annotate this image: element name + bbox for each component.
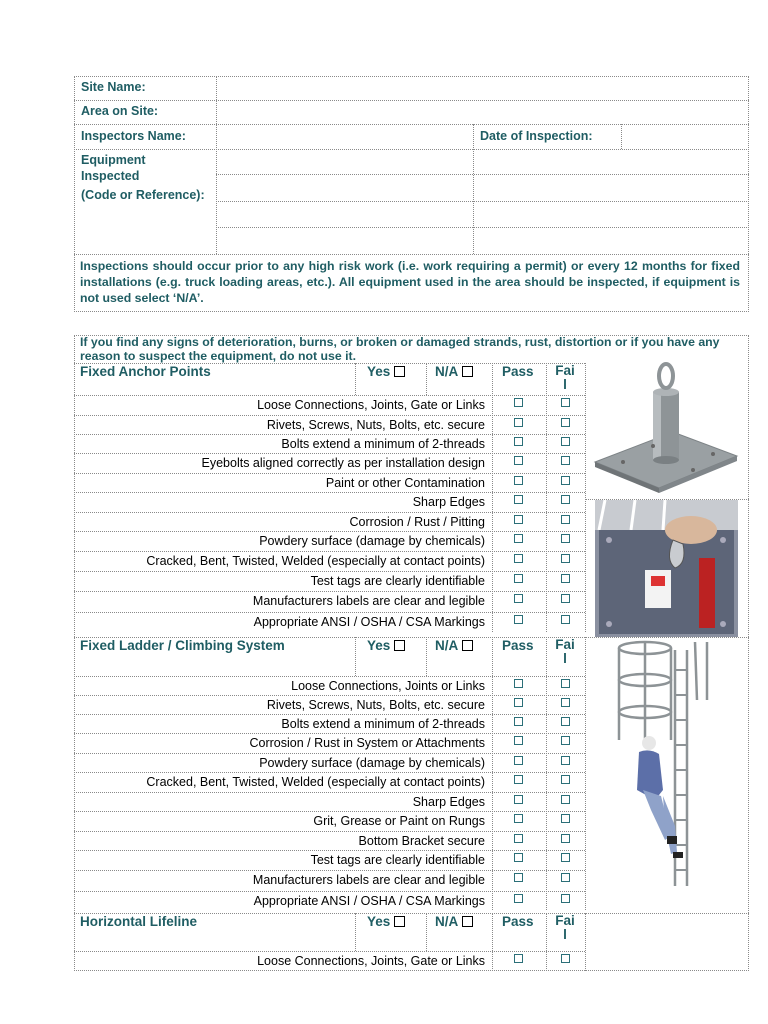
equipment-label-line3: (Code or Reference): — [81, 188, 205, 202]
section-title: Horizontal Lifeline — [80, 914, 198, 929]
fail-checkbox[interactable] — [561, 515, 570, 524]
date-of-inspection-field[interactable] — [622, 125, 748, 148]
area-on-site-field[interactable] — [217, 101, 748, 123]
fixed-ladder-image — [615, 640, 710, 890]
fail-checkbox[interactable] — [561, 795, 570, 804]
fail-checkbox[interactable] — [561, 698, 570, 707]
pass-header: Pass — [502, 638, 534, 653]
equipment-field[interactable] — [217, 175, 472, 200]
equipment-field[interactable] — [474, 228, 748, 253]
checklist-item: Test tags are clearly identifiable — [310, 853, 485, 867]
fail-checkbox[interactable] — [561, 834, 570, 843]
area-on-site-label: Area on Site: — [81, 104, 159, 118]
anchor-post-image — [593, 362, 739, 498]
na-label: N/A — [435, 638, 459, 653]
pass-checkbox[interactable] — [514, 476, 523, 485]
fail-header-part1: Fai — [555, 637, 575, 652]
pass-checkbox[interactable] — [514, 495, 523, 504]
checklist-item: Bolts extend a minimum of 2-threads — [281, 437, 485, 451]
pass-checkbox[interactable] — [514, 594, 523, 603]
pass-checkbox[interactable] — [514, 873, 523, 882]
fail-header-part2: l — [563, 927, 567, 942]
yes-label: Yes — [367, 638, 391, 653]
equipment-field[interactable] — [474, 150, 748, 173]
yes-checkbox[interactable] — [394, 916, 405, 927]
pass-checkbox[interactable] — [514, 853, 523, 862]
pass-checkbox[interactable] — [514, 437, 523, 446]
section-title: Fixed Ladder / Climbing System — [80, 638, 285, 653]
equipment-field[interactable] — [474, 202, 748, 226]
checklist-item: Eyebolts aligned correctly as per installation design — [201, 456, 485, 470]
checklist-item: Appropriate ANSI / OSHA / CSA Markings — [253, 615, 485, 629]
fail-checkbox[interactable] — [561, 398, 570, 407]
checklist-item: Manufacturers labels are clear and legible — [252, 873, 485, 887]
checklist-item: Loose Connections, Joints or Links — [291, 679, 485, 693]
na-option[interactable] — [435, 638, 473, 653]
checklist-item: Powdery surface (damage by chemicals) — [259, 534, 485, 548]
equipment-label-line1: Equipment — [81, 153, 146, 167]
checklist-item: Cracked, Bent, Twisted, Welded (especially at contact points) — [146, 554, 485, 568]
pass-checkbox[interactable] — [514, 894, 523, 903]
checklist-item: Grit, Grease or Paint on Rungs — [313, 814, 485, 828]
pass-checkbox[interactable] — [514, 834, 523, 843]
fail-header-part2: l — [563, 651, 567, 666]
inspector-name-label: Inspectors Name: — [81, 129, 186, 143]
fail-checkbox[interactable] — [561, 775, 570, 784]
inspector-name-field[interactable] — [217, 125, 472, 148]
pass-checkbox[interactable] — [514, 756, 523, 765]
yes-option[interactable] — [367, 364, 405, 379]
pass-checkbox[interactable] — [514, 615, 523, 624]
fail-checkbox[interactable] — [561, 736, 570, 745]
na-label: N/A — [435, 364, 459, 379]
fail-checkbox[interactable] — [561, 574, 570, 583]
pass-checkbox[interactable] — [514, 456, 523, 465]
pass-checkbox[interactable] — [514, 398, 523, 407]
na-label: N/A — [435, 914, 459, 929]
yes-label: Yes — [367, 914, 391, 929]
pass-checkbox[interactable] — [514, 814, 523, 823]
pass-header: Pass — [502, 364, 534, 379]
equipment-field[interactable] — [217, 202, 472, 226]
pass-checkbox[interactable] — [514, 717, 523, 726]
pass-checkbox[interactable] — [514, 698, 523, 707]
checklist-item: Rivets, Screws, Nuts, Bolts, etc. secure — [266, 418, 485, 432]
pass-checkbox[interactable] — [514, 679, 523, 688]
fail-checkbox[interactable] — [561, 814, 570, 823]
pass-checkbox[interactable] — [514, 534, 523, 543]
fail-checkbox[interactable] — [561, 717, 570, 726]
checklist-item: Cracked, Bent, Twisted, Welded (especially at contact points) — [146, 775, 485, 789]
na-checkbox[interactable] — [462, 366, 473, 377]
equipment-field[interactable] — [217, 228, 472, 253]
fail-checkbox[interactable] — [561, 476, 570, 485]
fail-checkbox[interactable] — [561, 534, 570, 543]
yes-checkbox[interactable] — [394, 640, 405, 651]
checklist-item: Sharp Edges — [412, 795, 485, 809]
fail-checkbox[interactable] — [561, 853, 570, 862]
checklist-item: Test tags are clearly identifiable — [310, 574, 485, 588]
checklist-item: Loose Connections, Joints, Gate or Links — [257, 954, 485, 968]
anchor-plate-image — [595, 500, 738, 637]
equipment-label-line2: Inspected — [81, 169, 140, 183]
na-option[interactable] — [435, 364, 473, 379]
checklist-item: Loose Connections, Joints, Gate or Links — [257, 398, 485, 412]
pass-checkbox[interactable] — [514, 795, 523, 804]
site-name-field[interactable] — [217, 77, 748, 99]
fail-checkbox[interactable] — [561, 873, 570, 882]
yes-checkbox[interactable] — [394, 366, 405, 377]
na-option[interactable] — [435, 914, 473, 929]
checklist-item: Rivets, Screws, Nuts, Bolts, etc. secure — [266, 698, 485, 712]
fail-checkbox[interactable] — [561, 418, 570, 427]
checklist-item: Corrosion / Rust in System or Attachments — [249, 736, 485, 750]
checklist-item: Corrosion / Rust / Pitting — [349, 515, 485, 529]
checklist-item: Paint or other Contamination — [325, 476, 485, 490]
date-of-inspection-label: Date of Inspection: — [480, 129, 593, 143]
checklist-item: Manufacturers labels are clear and legible — [252, 594, 485, 608]
pass-checkbox[interactable] — [514, 515, 523, 524]
fail-checkbox[interactable] — [561, 679, 570, 688]
fail-checkbox[interactable] — [561, 756, 570, 765]
section-title: Fixed Anchor Points — [80, 364, 211, 379]
fail-checkbox[interactable] — [561, 615, 570, 624]
checklist-item: Bottom Bracket secure — [358, 834, 485, 848]
fail-checkbox[interactable] — [561, 554, 570, 563]
na-checkbox[interactable] — [462, 916, 473, 927]
checklist-item: Sharp Edges — [412, 495, 485, 509]
fail-checkbox[interactable] — [561, 456, 570, 465]
pass-checkbox[interactable] — [514, 418, 523, 427]
inspection-instructions: Inspections should occur prior to any high risk work (i.e. work requiring a permit) or every 12 months for fixed installations (e.g. truck loading areas, etc.). All equipment used in the area should be inspected, if equipment is not used select ‘N/A’. — [80, 259, 740, 305]
yes-option[interactable] — [367, 914, 405, 929]
warning-text: If you find any signs of deterioration, burns, or broken or damaged strands, rust, distortion or if you have any reason to suspect the equipment, do not use it. — [80, 335, 720, 363]
equipment-field[interactable] — [474, 175, 748, 200]
pass-checkbox[interactable] — [514, 554, 523, 563]
checklist-item: Appropriate ANSI / OSHA / CSA Markings — [253, 894, 485, 908]
pass-checkbox[interactable] — [514, 736, 523, 745]
yes-option[interactable] — [367, 638, 405, 653]
pass-checkbox[interactable] — [514, 775, 523, 784]
fail-checkbox[interactable] — [561, 495, 570, 504]
site-name-label: Site Name: — [81, 80, 146, 94]
checklist-item: Powdery surface (damage by chemicals) — [259, 756, 485, 770]
fail-checkbox[interactable] — [561, 954, 570, 963]
pass-header: Pass — [502, 914, 534, 929]
pass-checkbox[interactable] — [514, 574, 523, 583]
fail-header-part2: l — [563, 377, 567, 392]
checklist-item: Bolts extend a minimum of 2-threads — [281, 717, 485, 731]
fail-header-part1: Fai — [555, 363, 575, 378]
fail-checkbox[interactable] — [561, 594, 570, 603]
na-checkbox[interactable] — [462, 640, 473, 651]
yes-label: Yes — [367, 364, 391, 379]
fail-checkbox[interactable] — [561, 894, 570, 903]
fail-checkbox[interactable] — [561, 437, 570, 446]
equipment-field[interactable] — [217, 150, 472, 173]
pass-checkbox[interactable] — [514, 954, 523, 963]
fail-header-part1: Fai — [555, 913, 575, 928]
